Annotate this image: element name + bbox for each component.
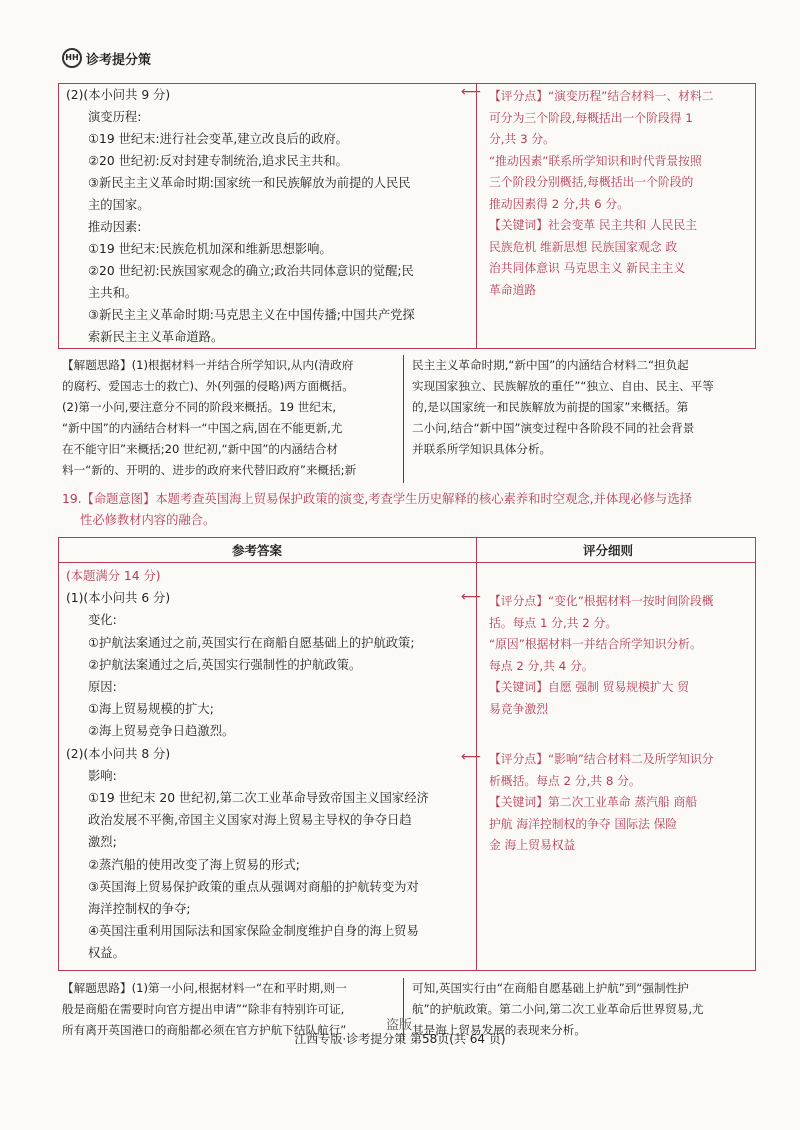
analysis-line: 的,是以国家统一和民族解放为前提的国家”来概括。第: [412, 400, 689, 414]
question-19-intent: [62, 489, 692, 531]
analysis-line: 可知,英国实行由“在商船自愿基础上护航”到“强制性护: [412, 981, 689, 995]
answer-line: (2)(本小问共 8 分): [66, 746, 171, 761]
analysis-line: (2)第一小问,要注意分不同的阶段来概括。19 世纪末,: [62, 400, 337, 414]
analysis-line: 并联系所学知识具体分析。: [412, 442, 552, 456]
answer-line: 海洋控制权的争夺;: [88, 902, 191, 917]
table-head-answer: 参考答案: [232, 543, 283, 558]
analysis-line: 实现国家独立、民族解放的重任”“独立、自由、民主、平等: [412, 379, 714, 393]
scoring-column: [489, 591, 714, 720]
analysis-line: 【解题思路】(1)第一小问,根据材料一“在和平时期,则一: [62, 981, 347, 995]
answer-line: ①19 世纪末:进行社会变革,建立改良后的政府。: [88, 132, 348, 146]
watermark: 盗版: [386, 1018, 413, 1033]
table-head-line: [58, 562, 756, 563]
scoring-line: 治共同体意识 马克思主义 新民主主义: [489, 261, 686, 275]
scoring-line: 【关键词】第二次工业革命 蒸汽船 商船: [489, 795, 698, 809]
scoring-line: “推动因素”联系所学知识和时代背景按照: [489, 153, 702, 168]
scoring-line: “原因”根据材料一并结合所学知识分析。: [489, 637, 702, 651]
page-footer: 江西专版·诊考提分策 第58页(共 64 页): [294, 1032, 506, 1046]
analysis-line: 料一“新的、开明的、进步的政府来代替旧政府”来概括;新: [62, 463, 357, 477]
scoring-line: 可分为三个阶段,每概括出一个阶段得 1: [489, 110, 693, 125]
scoring-line: 民族危机 维新思想 民族国家观念 政: [489, 239, 678, 254]
analysis-line: 在不能守旧”来概括;20 世纪初,“新中国”的内涵结合材: [62, 442, 338, 456]
answer-column: [66, 565, 429, 965]
answer-line: ②海上贸易竞争日趋激烈。: [88, 724, 235, 739]
scoring-line: 【评分点】“变化”根据材料一按时间阶段概: [489, 594, 714, 608]
intent-line: 性必修教材内容的融合。: [80, 513, 216, 527]
header-title: 诊考提分策: [86, 52, 152, 68]
scoring-line: 析概括。每点 2 分,共 8 分。: [489, 773, 641, 788]
answer-line: 演变历程:: [88, 110, 142, 124]
brand-logo-icon: HH: [62, 48, 82, 68]
scoring-line: 革命道路: [489, 282, 537, 297]
answer-line: (本题满分 14 分): [66, 569, 161, 583]
answer-line: (1)(本小问共 6 分): [66, 591, 171, 606]
analysis-line: 其是海上贸易发展的表现来分析。: [412, 1023, 586, 1037]
scoring-line: 【评分点】“影响”结合材料二及所学知识分: [489, 752, 714, 766]
analysis-line: 【解题思路】(1)根据材料一并结合所学知识,从内(清政府: [62, 358, 354, 372]
scoring-line: 【关键词】自愿 强制 贸易规模扩大 贸: [489, 680, 690, 694]
scoring-line: 分,共 3 分。: [489, 132, 555, 146]
answer-line: (2)(本小问共 9 分): [66, 88, 171, 102]
answer-line: ②蒸汽船的使用改变了海上贸易的形式;: [88, 857, 300, 872]
answer-line: 变化:: [88, 613, 117, 628]
answer-box-divider: [476, 83, 477, 349]
answer-line: ①护航法案通过之前,英国实行在商船自愿基础上的护航政策;: [88, 635, 415, 650]
intent-line: 19.【命题意图】本题考查英国海上贸易保护政策的演变,考查学生历史解释的核心素养和时空观念,并体现必修与选择: [62, 492, 692, 506]
answer-line: 政治发展不平衡,帝国主义国家对海上贸易主导权的争夺日趋: [88, 813, 412, 828]
scoring-column: [489, 749, 714, 857]
analysis-right: [412, 355, 714, 460]
answer-line: ③英国海上贸易保护政策的重点从强调对商船的护航转变为对: [88, 879, 419, 894]
analysis-line: 民主主义革命时期,“新中国”的内涵结合材料二“担负起: [412, 358, 689, 372]
table-head-scoring: 评分细则: [583, 543, 634, 558]
annotation-arrow-icon: ⟵: [461, 749, 482, 765]
analysis-left: [62, 355, 356, 481]
answer-line: 主共和。: [88, 286, 138, 300]
analysis-line: 所有离开英国港口的商船都必须在官方护航下结队航行”: [62, 1023, 347, 1037]
answer-line: 主的国家。: [88, 198, 150, 212]
annotation-arrow-icon: ⟵: [461, 589, 482, 605]
scoring-column: [489, 86, 714, 301]
answer-column: [66, 84, 415, 348]
answer-line: 原因:: [88, 680, 117, 695]
analysis-line: 般是商船在需要时向官方提出申请”“除非有特别许可证,: [62, 1002, 345, 1016]
scoring-line: 三个阶段分别概括,每概括出一个阶段的: [489, 175, 694, 189]
scoring-line: 护航 海洋控制权的争夺 国际法 保险: [489, 816, 678, 831]
scoring-line: 括。每点 1 分,共 2 分。: [489, 615, 618, 630]
scoring-line: 【关键词】社会变革 民主共和 人民民主: [489, 218, 698, 232]
page-header: [62, 48, 151, 68]
answer-line: ③新民主主义革命时期:马克思主义在中国传播;中国共产党探: [88, 308, 415, 322]
scoring-line: 推动因素得 2 分,共 6 分。: [489, 196, 629, 211]
answer-line: ①海上贸易规模的扩大;: [88, 702, 214, 717]
scoring-line: 易竞争激烈: [489, 701, 548, 716]
answer-line: 推动因素:: [88, 220, 142, 234]
answer-line: 索新民主主义革命道路。: [88, 330, 224, 344]
analysis-line: 航”的护航政策。第二小问,第二次工业革命后世界贸易,尤: [412, 1002, 704, 1016]
answer-line: 激烈;: [88, 835, 117, 850]
analysis-line: 的腐朽、爱国志士的救亡)、外(列强的侵略)两方面概括。: [62, 379, 354, 393]
answer-line: ②护航法案通过之后,英国实行强制性的护航政策。: [88, 657, 362, 672]
answer-line: ③新民主主义革命时期:国家统一和民族解放为前提的人民民: [88, 176, 411, 190]
annotation-arrow-icon: ⟵: [461, 84, 482, 100]
analysis-line: 二小问,结合“新中国”演变过程中各阶段不同的社会背景: [412, 421, 695, 435]
answer-line: ②20 世纪初:反对封建专制统治,追求民主共和。: [88, 154, 348, 168]
column-separator: [403, 355, 404, 483]
answer-line: ②20 世纪初:民族国家观念的确立;政治共同体意识的觉醒;民: [88, 264, 414, 278]
analysis-line: “新中国”的内涵结合材料一“中国之病,固在不能更新,尤: [62, 421, 343, 435]
scoring-line: 每点 2 分,共 4 分。: [489, 658, 594, 673]
answer-line: 影响:: [88, 768, 117, 783]
scoring-line: 金 海上贸易权益: [489, 838, 576, 852]
answer-line: ①19 世纪末:民族危机加深和维新思想影响。: [88, 242, 332, 256]
answer-line: 权益。: [88, 946, 125, 961]
scoring-line: 【评分点】“演变历程”结合材料一、材料二: [489, 89, 714, 103]
answer-line: ④英国注重利用国际法和国家保险金制度维护自身的海上贸易: [88, 924, 419, 939]
answer-line: ①19 世纪末 20 世纪初,第二次工业革命导致帝国主义国家经济: [88, 791, 429, 806]
